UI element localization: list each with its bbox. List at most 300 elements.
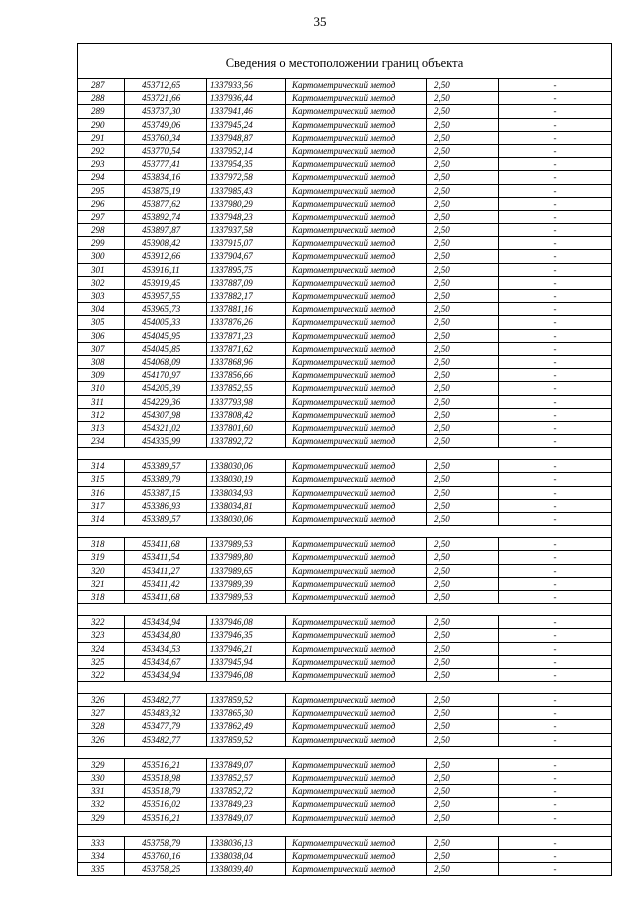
x-coordinate-cell: 454170,97 xyxy=(125,369,207,381)
accuracy-cell: 2,50 xyxy=(427,264,499,276)
y-coordinate-cell: 1337793,98 xyxy=(207,396,286,408)
accuracy-cell: 2,50 xyxy=(427,330,499,342)
x-coordinate-cell: 454205,39 xyxy=(125,382,207,394)
table-row xyxy=(78,435,611,448)
method-cell: Картометрический метод xyxy=(286,707,427,719)
table-row xyxy=(78,316,611,329)
description-cell: - xyxy=(553,119,557,130)
y-coordinate-cell: 1337946,35 xyxy=(207,629,286,641)
method-cell: Картометрический метод xyxy=(286,551,427,563)
description-cell: - xyxy=(553,552,557,563)
method-cell: Картометрический метод xyxy=(286,720,427,732)
table-row xyxy=(78,656,611,669)
y-coordinate-cell: 1337952,14 xyxy=(207,145,286,157)
point-number-cell: 301 xyxy=(78,264,125,276)
table-row xyxy=(78,772,611,785)
table-row xyxy=(78,669,611,682)
y-coordinate-cell: 1337972,58 xyxy=(207,171,286,183)
description-cell: - xyxy=(553,669,557,680)
y-coordinate-cell: 1337936,44 xyxy=(207,92,286,104)
method-cell: Картометрический метод xyxy=(286,105,427,117)
description-cell: - xyxy=(553,277,557,288)
point-number-cell: 321 xyxy=(78,578,125,590)
table-row xyxy=(78,500,611,513)
description-cell: - xyxy=(553,422,557,433)
accuracy-cell: 2,50 xyxy=(427,303,499,315)
method-cell: Картометрический метод xyxy=(286,224,427,236)
x-coordinate-cell: 453482,77 xyxy=(125,694,207,706)
x-coordinate-cell: 453389,57 xyxy=(125,460,207,472)
point-number-cell: 314 xyxy=(78,513,125,525)
accuracy-cell: 2,50 xyxy=(427,643,499,655)
method-cell: Картометрический метод xyxy=(286,211,427,223)
point-number-cell: 318 xyxy=(78,538,125,550)
point-number-cell: 294 xyxy=(78,171,125,183)
point-number-cell: 305 xyxy=(78,316,125,328)
point-number-cell: 322 xyxy=(78,669,125,681)
accuracy-cell: 2,50 xyxy=(427,237,499,249)
x-coordinate-cell: 453897,87 xyxy=(125,224,207,236)
table-row xyxy=(78,759,611,772)
x-coordinate-cell: 453919,45 xyxy=(125,277,207,289)
point-number-cell: 308 xyxy=(78,356,125,368)
y-coordinate-cell: 1337808,42 xyxy=(207,409,286,421)
accuracy-cell: 2,50 xyxy=(427,145,499,157)
method-cell: Картометрический метод xyxy=(286,343,427,355)
table-row xyxy=(78,460,611,473)
accuracy-cell: 2,50 xyxy=(427,290,499,302)
accuracy-cell: 2,50 xyxy=(427,772,499,784)
y-coordinate-cell: 1337887,09 xyxy=(207,277,286,289)
table-row xyxy=(78,578,611,591)
y-coordinate-cell: 1337871,23 xyxy=(207,330,286,342)
table-row xyxy=(78,171,611,184)
x-coordinate-cell: 453877,62 xyxy=(125,198,207,210)
description-cell: - xyxy=(553,383,557,394)
point-number-cell: 326 xyxy=(78,694,125,706)
method-cell: Картометрический метод xyxy=(286,264,427,276)
table-row xyxy=(78,119,611,132)
y-coordinate-cell: 1337852,72 xyxy=(207,785,286,797)
point-number-cell: 306 xyxy=(78,330,125,342)
x-coordinate-cell: 453389,57 xyxy=(125,513,207,525)
point-number-cell: 299 xyxy=(78,237,125,249)
accuracy-cell: 2,50 xyxy=(427,812,499,824)
y-coordinate-cell: 1338038,04 xyxy=(207,850,286,862)
table-row xyxy=(78,224,611,237)
method-cell: Картометрический метод xyxy=(286,473,427,485)
description-cell: - xyxy=(553,172,557,183)
y-coordinate-cell: 1337876,26 xyxy=(207,316,286,328)
method-cell: Картометрический метод xyxy=(286,369,427,381)
point-number-cell: 335 xyxy=(78,863,125,875)
group-separator-row xyxy=(78,448,611,460)
accuracy-cell: 2,50 xyxy=(427,343,499,355)
description-cell: - xyxy=(553,159,557,170)
table-row xyxy=(78,629,611,642)
x-coordinate-cell: 453411,68 xyxy=(125,591,207,603)
accuracy-cell: 2,50 xyxy=(427,707,499,719)
table-row xyxy=(78,369,611,382)
y-coordinate-cell: 1337954,35 xyxy=(207,158,286,170)
description-cell: - xyxy=(553,514,557,524)
table-row xyxy=(78,694,611,707)
accuracy-cell: 2,50 xyxy=(427,850,499,862)
y-coordinate-cell: 1337989,53 xyxy=(207,538,286,550)
method-cell: Картометрический метод xyxy=(286,785,427,797)
y-coordinate-cell: 1337989,53 xyxy=(207,591,286,603)
table-row xyxy=(78,105,611,118)
x-coordinate-cell: 453386,93 xyxy=(125,500,207,512)
point-number-cell: 311 xyxy=(78,396,125,408)
point-number-cell: 312 xyxy=(78,409,125,421)
accuracy-cell: 2,50 xyxy=(427,551,499,563)
accuracy-cell: 2,50 xyxy=(427,460,499,472)
accuracy-cell: 2,50 xyxy=(427,629,499,641)
description-cell: - xyxy=(553,539,557,550)
group-separator-row xyxy=(78,526,611,538)
y-coordinate-cell: 1337859,52 xyxy=(207,694,286,706)
x-coordinate-cell: 453387,15 xyxy=(125,487,207,499)
method-cell: Картометрический метод xyxy=(286,422,427,434)
y-coordinate-cell: 1337989,80 xyxy=(207,551,286,563)
description-cell: - xyxy=(553,837,557,848)
y-coordinate-cell: 1337941,46 xyxy=(207,105,286,117)
description-cell: - xyxy=(553,198,557,209)
point-number-cell: 317 xyxy=(78,500,125,512)
method-cell: Картометрический метод xyxy=(286,656,427,668)
table-row xyxy=(78,798,611,811)
table-row xyxy=(78,145,611,158)
accuracy-cell: 2,50 xyxy=(427,382,499,394)
accuracy-cell: 2,50 xyxy=(427,759,499,771)
point-number-cell: 307 xyxy=(78,343,125,355)
method-cell: Картометрический метод xyxy=(286,316,427,328)
table-row xyxy=(78,551,611,564)
table-row xyxy=(78,211,611,224)
table-row xyxy=(78,487,611,500)
method-cell: Картометрический метод xyxy=(286,578,427,590)
table-row xyxy=(78,616,611,629)
x-coordinate-cell: 453834,16 xyxy=(125,171,207,183)
method-cell: Картометрический метод xyxy=(286,290,427,302)
x-coordinate-cell: 454005,33 xyxy=(125,316,207,328)
y-coordinate-cell: 1337852,57 xyxy=(207,772,286,784)
x-coordinate-cell: 453411,54 xyxy=(125,551,207,563)
method-cell: Картометрический метод xyxy=(286,185,427,197)
accuracy-cell: 2,50 xyxy=(427,785,499,797)
point-number-cell: 234 xyxy=(78,435,125,447)
y-coordinate-cell: 1337865,30 xyxy=(207,707,286,719)
accuracy-cell: 2,50 xyxy=(427,105,499,117)
method-cell: Картометрический метод xyxy=(286,643,427,655)
accuracy-cell: 2,50 xyxy=(427,863,499,875)
description-cell: - xyxy=(553,291,557,301)
description-cell: - xyxy=(553,356,557,367)
method-cell: Картометрический метод xyxy=(286,237,427,249)
y-coordinate-cell: 1338030,19 xyxy=(207,473,286,485)
method-cell: Картометрический метод xyxy=(286,694,427,706)
x-coordinate-cell: 454229,36 xyxy=(125,396,207,408)
y-coordinate-cell: 1337945,24 xyxy=(207,119,286,131)
x-coordinate-cell: 453737,30 xyxy=(125,105,207,117)
description-cell: - xyxy=(553,145,557,156)
description-cell: - xyxy=(553,578,557,589)
method-cell: Картометрический метод xyxy=(286,198,427,210)
table-row xyxy=(78,863,611,875)
y-coordinate-cell: 1338030,06 xyxy=(207,513,286,525)
boundary-table xyxy=(77,43,612,876)
x-coordinate-cell: 453411,68 xyxy=(125,538,207,550)
y-coordinate-cell: 1337892,72 xyxy=(207,435,286,447)
method-cell: Картометрический метод xyxy=(286,565,427,577)
method-cell: Картометрический метод xyxy=(286,629,427,641)
point-number-cell: 325 xyxy=(78,656,125,668)
method-cell: Картометрический метод xyxy=(286,79,427,91)
method-cell: Картометрический метод xyxy=(286,734,427,746)
description-cell: - xyxy=(553,500,557,511)
accuracy-cell: 2,50 xyxy=(427,369,499,381)
method-cell: Картометрический метод xyxy=(286,303,427,315)
y-coordinate-cell: 1337985,43 xyxy=(207,185,286,197)
description-cell: - xyxy=(553,436,557,447)
accuracy-cell: 2,50 xyxy=(427,211,499,223)
method-cell: Картометрический метод xyxy=(286,460,427,472)
method-cell: Картометрический метод xyxy=(286,669,427,681)
accuracy-cell: 2,50 xyxy=(427,396,499,408)
y-coordinate-cell: 1337882,17 xyxy=(207,290,286,302)
y-coordinate-cell: 1337856,66 xyxy=(207,369,286,381)
x-coordinate-cell: 454045,85 xyxy=(125,343,207,355)
accuracy-cell: 2,50 xyxy=(427,500,499,512)
y-coordinate-cell: 1337937,58 xyxy=(207,224,286,236)
x-coordinate-cell: 453957,55 xyxy=(125,290,207,302)
accuracy-cell: 2,50 xyxy=(427,538,499,550)
y-coordinate-cell: 1337989,65 xyxy=(207,565,286,577)
y-coordinate-cell: 1338034,93 xyxy=(207,487,286,499)
point-number-cell: 333 xyxy=(78,837,125,849)
y-coordinate-cell: 1337895,75 xyxy=(207,264,286,276)
x-coordinate-cell: 453434,67 xyxy=(125,656,207,668)
accuracy-cell: 2,50 xyxy=(427,198,499,210)
accuracy-cell: 2,50 xyxy=(427,422,499,434)
accuracy-cell: 2,50 xyxy=(427,578,499,590)
accuracy-cell: 2,50 xyxy=(427,837,499,849)
method-cell: Картометрический метод xyxy=(286,850,427,862)
table-row xyxy=(78,720,611,733)
method-cell: Картометрический метод xyxy=(286,330,427,342)
x-coordinate-cell: 453483,32 xyxy=(125,707,207,719)
point-number-cell: 322 xyxy=(78,616,125,628)
x-coordinate-cell: 453389,79 xyxy=(125,473,207,485)
x-coordinate-cell: 453770,54 xyxy=(125,145,207,157)
x-coordinate-cell: 453411,27 xyxy=(125,565,207,577)
description-cell: - xyxy=(553,864,557,875)
point-number-cell: 289 xyxy=(78,105,125,117)
table-row xyxy=(78,538,611,551)
point-number-cell: 304 xyxy=(78,303,125,315)
point-number-cell: 290 xyxy=(78,119,125,131)
y-coordinate-cell: 1338039,40 xyxy=(207,863,286,875)
description-cell: - xyxy=(553,251,557,262)
table-row xyxy=(78,707,611,720)
description-cell: - xyxy=(553,773,557,783)
accuracy-cell: 2,50 xyxy=(427,409,499,421)
description-cell: - xyxy=(553,264,557,275)
y-coordinate-cell: 1337948,23 xyxy=(207,211,286,223)
table-row xyxy=(78,132,611,145)
accuracy-cell: 2,50 xyxy=(427,487,499,499)
point-number-cell: 324 xyxy=(78,643,125,655)
table-row xyxy=(78,277,611,290)
point-number-cell: 323 xyxy=(78,629,125,641)
accuracy-cell: 2,50 xyxy=(427,171,499,183)
table-row xyxy=(78,79,611,92)
point-number-cell: 326 xyxy=(78,734,125,746)
group-separator-row xyxy=(78,825,611,837)
group-separator-row xyxy=(78,604,611,616)
y-coordinate-cell: 1338030,06 xyxy=(207,460,286,472)
x-coordinate-cell: 453518,98 xyxy=(125,772,207,784)
point-number-cell: 300 xyxy=(78,250,125,262)
accuracy-cell: 2,50 xyxy=(427,356,499,368)
x-coordinate-cell: 453908,42 xyxy=(125,237,207,249)
x-coordinate-cell: 453916,11 xyxy=(125,264,207,276)
table-row xyxy=(78,422,611,435)
method-cell: Картометрический метод xyxy=(286,396,427,408)
method-cell: Картометрический метод xyxy=(286,158,427,170)
x-coordinate-cell: 453518,79 xyxy=(125,785,207,797)
x-coordinate-cell: 453434,80 xyxy=(125,629,207,641)
point-number-cell: 287 xyxy=(78,79,125,91)
method-cell: Картометрический метод xyxy=(286,382,427,394)
group-separator-row xyxy=(78,682,611,694)
x-coordinate-cell: 453434,94 xyxy=(125,616,207,628)
method-cell: Картометрический метод xyxy=(286,500,427,512)
accuracy-cell: 2,50 xyxy=(427,591,499,603)
x-coordinate-cell: 454068,09 xyxy=(125,356,207,368)
description-cell: - xyxy=(553,80,557,90)
point-number-cell: 297 xyxy=(78,211,125,223)
method-cell: Картометрический метод xyxy=(286,409,427,421)
table-row xyxy=(78,343,611,356)
description-cell: - xyxy=(553,708,557,719)
x-coordinate-cell: 453777,41 xyxy=(125,158,207,170)
y-coordinate-cell: 1337915,07 xyxy=(207,237,286,249)
table-row xyxy=(78,473,611,486)
description-cell: - xyxy=(553,799,557,810)
accuracy-cell: 2,50 xyxy=(427,92,499,104)
y-coordinate-cell: 1337980,29 xyxy=(207,198,286,210)
y-coordinate-cell: 1337989,39 xyxy=(207,578,286,590)
accuracy-cell: 2,50 xyxy=(427,513,499,525)
accuracy-cell: 2,50 xyxy=(427,277,499,289)
point-number-cell: 315 xyxy=(78,473,125,485)
page-number: 35 xyxy=(313,14,327,29)
description-cell: - xyxy=(553,343,557,354)
y-coordinate-cell: 1337945,94 xyxy=(207,656,286,668)
x-coordinate-cell: 453760,16 xyxy=(125,850,207,862)
table-row xyxy=(78,591,611,604)
y-coordinate-cell: 1337801,60 xyxy=(207,422,286,434)
x-coordinate-cell: 453912,66 xyxy=(125,250,207,262)
method-cell: Картометрический метод xyxy=(286,487,427,499)
accuracy-cell: 2,50 xyxy=(427,694,499,706)
table-row xyxy=(78,92,611,105)
point-number-cell: 329 xyxy=(78,759,125,771)
accuracy-cell: 2,50 xyxy=(427,119,499,131)
description-cell: - xyxy=(553,786,557,797)
point-number-cell: 318 xyxy=(78,591,125,603)
point-number-cell: 296 xyxy=(78,198,125,210)
point-number-cell: 291 xyxy=(78,132,125,144)
description-cell: - xyxy=(553,185,557,196)
description-cell: - xyxy=(553,93,557,104)
x-coordinate-cell: 453434,94 xyxy=(125,669,207,681)
method-cell: Картометрический метод xyxy=(286,145,427,157)
y-coordinate-cell: 1337946,08 xyxy=(207,669,286,681)
point-number-cell: 329 xyxy=(78,812,125,824)
description-cell: - xyxy=(553,812,557,823)
accuracy-cell: 2,50 xyxy=(427,435,499,447)
table-row xyxy=(78,850,611,863)
table-row xyxy=(78,303,611,316)
method-cell: Картометрический метод xyxy=(286,132,427,144)
description-cell: - xyxy=(553,695,557,706)
point-number-cell: 316 xyxy=(78,487,125,499)
x-coordinate-cell: 453758,25 xyxy=(125,863,207,875)
point-number-cell: 292 xyxy=(78,145,125,157)
y-coordinate-cell: 1338036,13 xyxy=(207,837,286,849)
accuracy-cell: 2,50 xyxy=(427,565,499,577)
x-coordinate-cell: 453749,06 xyxy=(125,119,207,131)
description-cell: - xyxy=(553,850,557,861)
y-coordinate-cell: 1337948,87 xyxy=(207,132,286,144)
method-cell: Картометрический метод xyxy=(286,538,427,550)
method-cell: Картометрический метод xyxy=(286,435,427,447)
accuracy-cell: 2,50 xyxy=(427,224,499,236)
x-coordinate-cell: 453875,19 xyxy=(125,185,207,197)
y-coordinate-cell: 1337852,55 xyxy=(207,382,286,394)
y-coordinate-cell: 1337904,67 xyxy=(207,250,286,262)
method-cell: Картометрический метод xyxy=(286,171,427,183)
table-row xyxy=(78,250,611,263)
accuracy-cell: 2,50 xyxy=(427,656,499,668)
table-row xyxy=(78,396,611,409)
description-cell: - xyxy=(553,211,557,222)
table-row xyxy=(78,785,611,798)
x-coordinate-cell: 453721,66 xyxy=(125,92,207,104)
table-body xyxy=(78,79,611,875)
y-coordinate-cell: 1337849,07 xyxy=(207,759,286,771)
method-cell: Картометрический метод xyxy=(286,92,427,104)
accuracy-cell: 2,50 xyxy=(427,473,499,485)
description-cell: - xyxy=(553,396,557,407)
description-cell: - xyxy=(553,734,557,745)
description-cell: - xyxy=(553,656,557,667)
table-row xyxy=(78,185,611,198)
table-row xyxy=(78,264,611,277)
x-coordinate-cell: 453434,53 xyxy=(125,643,207,655)
point-number-cell: 310 xyxy=(78,382,125,394)
point-number-cell: 314 xyxy=(78,460,125,472)
description-cell: - xyxy=(553,721,557,732)
table-row xyxy=(78,330,611,343)
point-number-cell: 295 xyxy=(78,185,125,197)
table-row xyxy=(78,237,611,250)
x-coordinate-cell: 453482,77 xyxy=(125,734,207,746)
x-coordinate-cell: 453477,79 xyxy=(125,720,207,732)
